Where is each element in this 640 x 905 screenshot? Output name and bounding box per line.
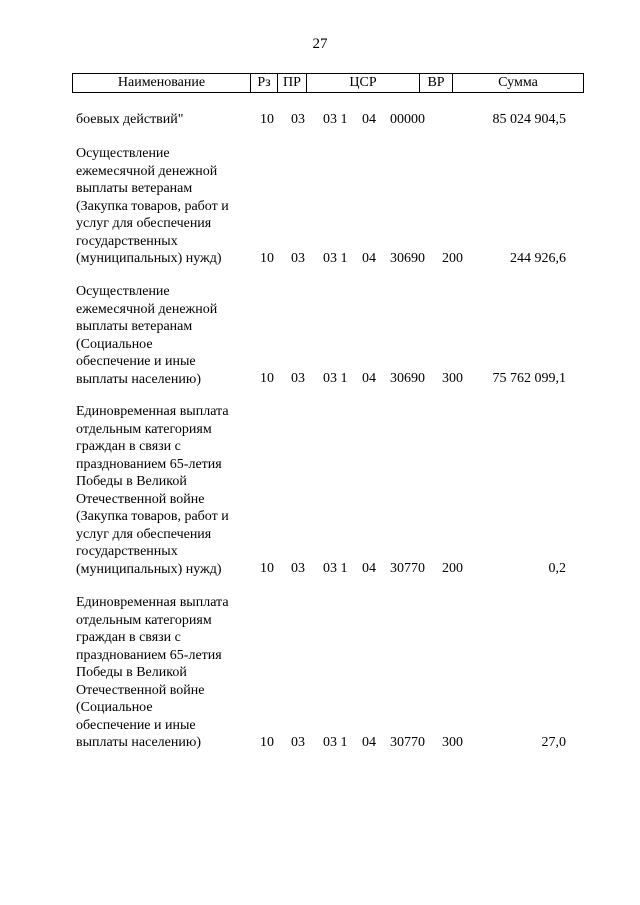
row-csr-program: 03 1 [323,371,348,386]
row-name: Осуществление ежемесячной денежной выплаты ветеранам (Закупка товаров, работ и услуг для обеспечения государственных (муниципальных) нужд) [76,146,229,266]
header-sum: Сумма [453,74,584,93]
row-csr-code: 30770 [390,561,425,576]
row-vr: 200 [442,251,463,266]
row-sum: 85 024 904,5 [492,112,566,127]
row-sum: 0,2 [548,561,566,576]
header-pr: ПР [278,74,307,93]
row-csr-code: 30690 [390,251,425,266]
page-number: 27 [312,36,328,52]
row-csr-code: 30690 [390,371,425,386]
row-csr-subprogram: 04 [362,112,376,127]
row-csr-program: 03 1 [323,112,348,127]
header-name: Наименование [73,74,251,93]
header-vr: ВР [420,74,453,93]
row-vr: 300 [442,735,463,750]
row-rz: 10 [260,735,274,750]
row-sum: 244 926,6 [510,251,566,266]
row-pr: 03 [291,561,305,576]
row-csr-program: 03 1 [323,561,348,576]
row-sum: 75 762 099,1 [492,371,566,386]
row-csr-subprogram: 04 [362,561,376,576]
row-rz: 10 [260,371,274,386]
row-pr: 03 [291,735,305,750]
header-csr: ЦСР [307,74,420,93]
row-name: Единовременная выплата отдельным категориям граждан в связи с празднованием 65-летия Победы в Великой Отечественной войне (Социальное обеспечение и иные выплаты населению) [76,595,229,750]
row-name: боевых действий" [76,112,184,127]
row-vr: 200 [442,561,463,576]
row-rz: 10 [260,251,274,266]
row-csr-program: 03 1 [323,735,348,750]
row-sum: 27,0 [541,735,566,750]
row-rz: 10 [260,112,274,127]
row-csr-code: 00000 [390,112,425,127]
row-csr-program: 03 1 [323,251,348,266]
row-pr: 03 [291,112,305,127]
row-pr: 03 [291,371,305,386]
header-rz: Рз [251,74,278,93]
row-pr: 03 [291,251,305,266]
row-rz: 10 [260,561,274,576]
row-name: Осуществление ежемесячной денежной выплаты ветеранам (Социальное обеспечение и иные выплаты населению) [76,284,218,387]
row-csr-subprogram: 04 [362,371,376,386]
row-csr-subprogram: 04 [362,735,376,750]
row-name: Единовременная выплата отдельным категориям граждан в связи с празднованием 65-летия Победы в Великой Отечественной войне (Закупка товаров, работ и услуг для обеспечения государственных (муниципальных) нужд) [76,404,229,577]
row-csr-code: 30770 [390,735,425,750]
row-vr: 300 [442,371,463,386]
table-header [72,73,584,93]
row-csr-subprogram: 04 [362,251,376,266]
